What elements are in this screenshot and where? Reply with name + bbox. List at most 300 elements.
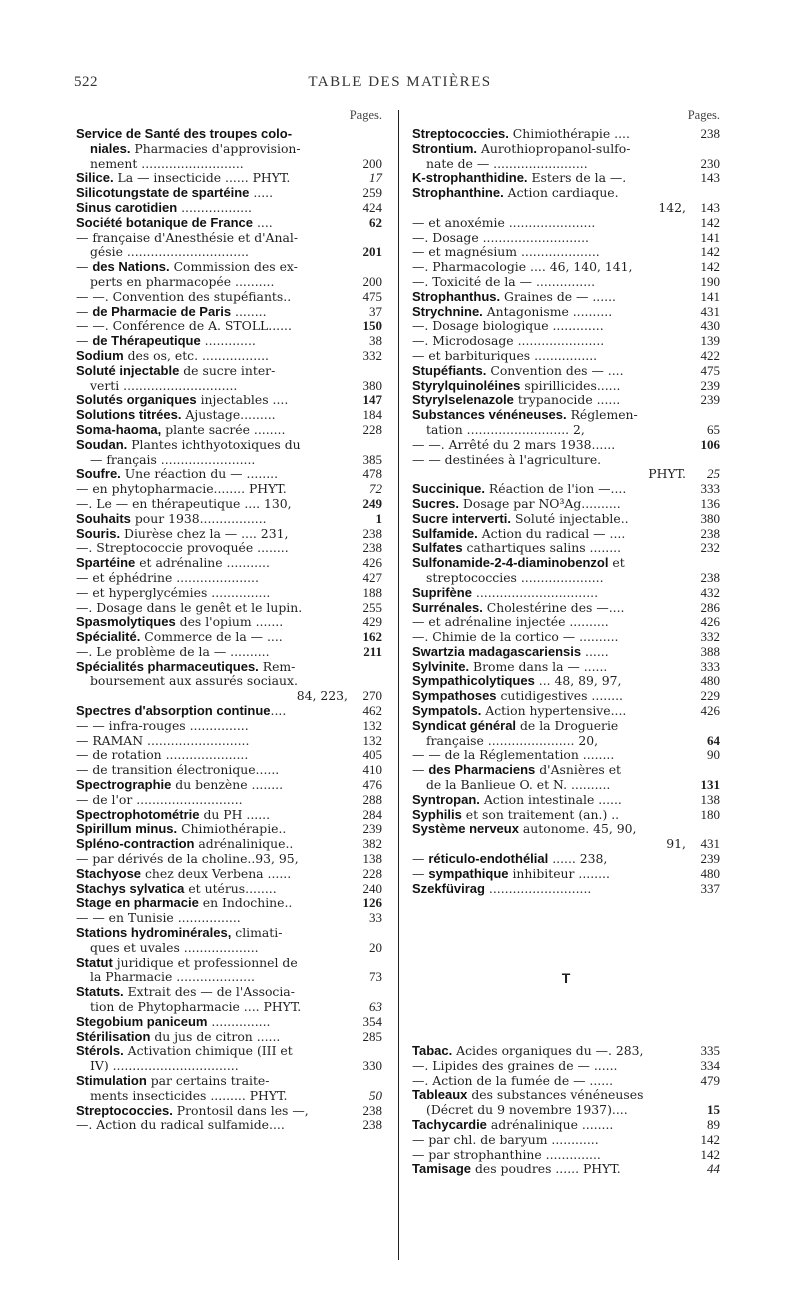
- entry-text: [412, 305, 686, 320]
- index-entry: [412, 467, 720, 482]
- entry-text: [412, 512, 686, 527]
- index-entry: [412, 512, 720, 527]
- entry-text: [76, 260, 348, 275]
- entry-desc: Soluté injectable..: [511, 511, 629, 526]
- index-entry: [76, 808, 382, 823]
- entry-term: réticulo-endothélial: [428, 852, 549, 867]
- index-entry: [412, 822, 720, 837]
- entry-desc: Aurothiopropanol-sulfo-: [477, 141, 631, 156]
- entry-desc: — française d'Anesthésie et d'Anal-: [76, 230, 299, 245]
- page-ref: 354: [362, 1013, 382, 1029]
- index-entry: [412, 290, 720, 305]
- page-ref: 478: [362, 466, 382, 482]
- entry-desc: Ajustage.........: [181, 408, 276, 423]
- entry-term: Stérols.: [76, 1044, 124, 1059]
- entry-text: [76, 689, 348, 704]
- entry-text: [76, 512, 348, 527]
- entry-term: Stations hydrominérales,: [76, 926, 232, 941]
- entry-text: [412, 527, 686, 542]
- page-ref: 73: [369, 969, 382, 985]
- index-entry: [76, 1030, 382, 1045]
- index-entry: [76, 527, 382, 542]
- index-entry: [412, 423, 720, 438]
- entry-term: Syntropan.: [412, 792, 480, 807]
- page-ref: 143: [700, 170, 720, 186]
- entry-text: [76, 748, 348, 763]
- entry-text: [412, 201, 686, 216]
- page-ref: 200: [362, 273, 382, 289]
- entry-text: [412, 763, 686, 778]
- entry-term: Spectrophotométrie: [76, 807, 200, 822]
- entry-text: [76, 793, 348, 808]
- entry-desc: — par dérivés de la choline..93, 95,: [76, 852, 299, 867]
- entry-text: [412, 808, 686, 823]
- entry-desc: —. Action du radical sulfamide....: [76, 1118, 285, 1133]
- entry-text: [76, 201, 348, 216]
- index-entry: [76, 822, 382, 837]
- entry-desc: d'Asnières et: [535, 763, 622, 778]
- entry-desc: —. Toxicité de la — ...............: [412, 274, 596, 289]
- page-ref: 240: [362, 880, 382, 896]
- entry-term: Sylvinite.: [412, 659, 470, 674]
- index-entry: [76, 201, 382, 216]
- entry-desc: IV) ................................: [90, 1059, 239, 1074]
- entry-text: [76, 630, 348, 645]
- entry-desc: — et barbituriques ................: [412, 348, 598, 363]
- entry-desc: Chimiothérapie ....: [508, 127, 630, 141]
- index-entry: [76, 571, 382, 586]
- entry-text: [412, 630, 686, 645]
- entry-text: [412, 260, 686, 275]
- index-entry: [76, 956, 382, 971]
- index-entry: [412, 349, 720, 364]
- page-number: 522: [74, 74, 98, 90]
- entry-desc: Action hypertensive....: [481, 704, 627, 719]
- entry-desc: Réaction de l'ion —....: [484, 482, 627, 497]
- page-ref: 63: [369, 999, 382, 1015]
- page-ref: 475: [700, 362, 720, 378]
- entry-desc: — — infra-rouges ...............: [76, 718, 249, 733]
- entry-term: Silice.: [76, 171, 114, 186]
- entry-text: [412, 571, 686, 586]
- entry-desc: et: [608, 556, 625, 571]
- entry-desc: — — en Tunisie ................: [76, 911, 241, 926]
- spacer: [412, 1000, 720, 1015]
- entry-desc: et utérus........: [184, 881, 277, 896]
- page-ref: 239: [362, 821, 382, 837]
- index-entry: [76, 393, 382, 408]
- page-ref: 188: [362, 584, 382, 600]
- index-column-left: [76, 104, 382, 1133]
- index-entry: [76, 778, 382, 793]
- entry-term: Statut: [76, 955, 113, 970]
- page-ref: 132: [362, 732, 382, 748]
- entry-text: [76, 1118, 348, 1133]
- index-entry: [76, 748, 382, 763]
- entry-desc: des l'opium .......: [175, 615, 284, 630]
- page-ref: 380: [362, 377, 382, 393]
- entry-text: [412, 1074, 686, 1089]
- entry-desc: par certains traite-: [146, 1074, 270, 1088]
- page-ref: 238: [700, 569, 720, 585]
- index-entry: [412, 171, 720, 186]
- index-entry: [76, 1089, 382, 1104]
- entry-term: Streptococcies.: [412, 127, 509, 141]
- page-ref: 288: [362, 791, 382, 807]
- page-ref: 90: [707, 747, 720, 763]
- index-entry: [76, 319, 382, 334]
- index-entry: [412, 319, 720, 334]
- entry-desc: Commerce de la — ....: [140, 630, 283, 645]
- entry-desc: du benzène ........: [171, 778, 284, 793]
- index-entry: [412, 408, 720, 423]
- index-entry: [76, 1015, 382, 1030]
- page-ref: 38: [369, 333, 382, 349]
- entry-term: Syndicat général: [412, 718, 517, 733]
- entry-term: Styrylquinoléines: [412, 378, 521, 393]
- entry-term: Strychnine.: [412, 304, 483, 319]
- entry-desc: ments insecticides ......... PHYT.: [90, 1088, 288, 1103]
- index-entry: [76, 926, 382, 941]
- entry-desc: tion de Phytopharmacie .... PHYT.: [90, 1000, 302, 1015]
- entry-desc: Rem-: [258, 659, 296, 674]
- entry-term: Stachyose: [76, 866, 142, 881]
- entry-desc: ......: [581, 644, 609, 659]
- entry-desc: — de l'or ...........................: [76, 792, 243, 807]
- entry-text: [76, 822, 348, 837]
- entry-text: [76, 926, 348, 941]
- entry-desc: — — de la Réglementation ........: [412, 748, 615, 763]
- entry-desc: Esters de la —.: [527, 171, 627, 186]
- index-entry: [412, 334, 720, 349]
- index-entry: [76, 127, 382, 142]
- entry-text: [76, 734, 348, 749]
- index-entry: [76, 467, 382, 482]
- entry-desc: Diurèse chez la — .... 231,: [120, 526, 289, 541]
- entry-desc: —. Pharmacologie .... 46, 140, 141,: [412, 260, 633, 275]
- entry-term: Syphilis: [412, 807, 462, 822]
- entry-desc: inhibiteur ........: [508, 866, 610, 881]
- entry-pages-prefix: PHYT.: [648, 467, 686, 482]
- index-entry: [76, 837, 382, 852]
- entry-text: [76, 438, 348, 453]
- entry-desc: Graines de — ......: [500, 289, 616, 304]
- page-ref: 426: [700, 614, 720, 630]
- index-entry: [412, 482, 720, 497]
- entry-text: [76, 1074, 348, 1089]
- page-ref: 211: [363, 643, 382, 659]
- entry-desc: ques et uvales ...................: [90, 940, 259, 955]
- entry-desc: —. Le — en thérapeutique .... 130,: [76, 496, 292, 511]
- page-ref: 426: [362, 555, 382, 571]
- index-entry: [412, 1103, 720, 1118]
- index-entry: [76, 541, 382, 556]
- entry-text: [76, 852, 348, 867]
- page-ref: 479: [700, 1072, 720, 1088]
- entry-term: Spécialités pharmaceutiques.: [76, 659, 259, 674]
- entry-text: [412, 334, 686, 349]
- entry-term: Sympathoses: [412, 689, 497, 704]
- entry-desc: boursement aux assurés sociaux.: [90, 674, 298, 689]
- entry-text: [76, 704, 348, 719]
- entry-text: [76, 808, 348, 823]
- index-entry: [76, 941, 382, 956]
- index-entry: [412, 660, 720, 675]
- index-entry: [76, 601, 382, 616]
- entry-term: Stachys sylvatica: [76, 881, 185, 896]
- entry-desc: verti .............................: [90, 378, 238, 393]
- entry-term: Strophanthus.: [412, 289, 501, 304]
- entry-term: Soma-haoma,: [76, 422, 162, 437]
- index-entry: [412, 1044, 720, 1059]
- entry-text: [412, 793, 686, 808]
- entry-pages-prefix: 91,: [666, 837, 686, 852]
- index-entry: [76, 142, 382, 157]
- entry-desc: Antagonisme ..........: [482, 304, 613, 319]
- entry-text: [412, 1088, 686, 1103]
- entry-text: [412, 497, 686, 512]
- entry-text: [412, 1133, 686, 1148]
- index-entry: [76, 260, 382, 275]
- entry-term: Stage en pharmacie: [76, 896, 199, 911]
- entry-desc: ....: [270, 704, 287, 719]
- page-ref: 190: [700, 273, 720, 289]
- index-entry: [76, 985, 382, 1000]
- entry-text: [76, 1089, 348, 1104]
- index-entry: [412, 453, 720, 468]
- entry-desc: gésie ...............................: [90, 245, 249, 260]
- entry-text: [76, 290, 348, 305]
- entry-desc: du PH ......: [199, 807, 271, 822]
- page-ref: 286: [700, 599, 720, 615]
- entry-term: Spectres d'absorption continue: [76, 704, 271, 719]
- index-entry: [412, 719, 720, 734]
- entry-text: [76, 719, 348, 734]
- entry-desc: (Décret du 9 novembre 1937)....: [426, 1103, 628, 1118]
- entry-text: [412, 822, 686, 837]
- entry-text: [76, 275, 348, 290]
- entry-text: [412, 615, 686, 630]
- entry-desc: Commission des ex-: [169, 260, 298, 275]
- page-ref: 480: [700, 865, 720, 881]
- entry-desc: Acides organiques du —. 283,: [452, 1044, 644, 1059]
- page-ref: 33: [369, 910, 382, 926]
- page-ref: 259: [362, 185, 382, 201]
- entry-text: [76, 660, 348, 675]
- entry-desc: — par strophanthine ..............: [412, 1147, 601, 1162]
- entry-text: [76, 245, 348, 260]
- page-ref: 380: [700, 510, 720, 526]
- entry-text: [76, 334, 348, 349]
- index-entry: [412, 231, 720, 246]
- entry-text: [412, 1148, 686, 1163]
- entry-desc: — et éphédrine .....................: [76, 570, 259, 585]
- entry-desc: —: [412, 866, 429, 881]
- entry-term: niales.: [90, 141, 131, 156]
- entry-text: [412, 142, 686, 157]
- entry-term: Sinus carotidien: [76, 200, 178, 215]
- entry-desc: pour 1938.................: [130, 511, 267, 526]
- entry-text: [412, 556, 686, 571]
- index-entry: [412, 689, 720, 704]
- page-ref: 405: [362, 747, 382, 763]
- entry-desc: Pharmacies d'approvision-: [130, 141, 301, 156]
- index-entry: [76, 408, 382, 423]
- entry-text: [76, 216, 348, 231]
- index-entry: [412, 763, 720, 778]
- entry-term: Sympathicolytiques: [412, 674, 535, 689]
- index-entry: [412, 1074, 720, 1089]
- page-ref: 410: [362, 762, 382, 778]
- entry-text: [412, 748, 686, 763]
- entry-text: [76, 778, 348, 793]
- entry-term: Sodium: [76, 348, 124, 363]
- entry-text: [76, 674, 348, 689]
- page-ref: 239: [700, 377, 720, 393]
- entry-desc: —. Dosage dans le genêt et le lupin.: [76, 600, 303, 615]
- entry-desc: Prontosil dans les —,: [172, 1103, 309, 1118]
- entry-desc: ........: [231, 304, 267, 319]
- entry-text: [76, 615, 348, 630]
- entry-term: Spectrographie: [76, 778, 172, 793]
- entry-desc: la Pharmacie ....................: [90, 970, 255, 985]
- spacer: [412, 941, 720, 956]
- index-entry: [76, 171, 382, 186]
- entry-text: [76, 379, 348, 394]
- entry-term: Stérilisation: [76, 1029, 151, 1044]
- entry-desc: —. Lipides des graines de — ......: [412, 1058, 618, 1073]
- entry-text: [412, 127, 686, 142]
- index-entry: [76, 305, 382, 320]
- entry-text: [76, 305, 348, 320]
- entry-term: de Pharmacie de Paris: [92, 304, 232, 319]
- entry-desc: Brome dans la — ......: [469, 659, 608, 674]
- entry-text: [412, 1118, 686, 1133]
- page-ref: 228: [362, 421, 382, 437]
- entry-desc: et adrénaline ...........: [135, 556, 270, 571]
- index-column-right: [412, 104, 720, 1177]
- index-entry: [76, 482, 382, 497]
- entry-desc: — — destinées à l'agriculture.: [412, 452, 602, 467]
- index-entry: [412, 867, 720, 882]
- entry-desc: —: [412, 763, 429, 778]
- index-entry: [76, 704, 382, 719]
- entry-term: Tableaux: [412, 1088, 468, 1103]
- entry-text: [412, 704, 686, 719]
- index-entry: [412, 704, 720, 719]
- page-ref: 422: [700, 347, 720, 363]
- entry-text: [412, 1044, 686, 1059]
- page-ref: 141: [700, 288, 720, 304]
- index-entry: [76, 438, 382, 453]
- entry-desc: streptococcies .....................: [426, 570, 604, 585]
- entry-term: Solutions titrées.: [76, 408, 182, 423]
- entry-desc: ...............................: [471, 585, 599, 600]
- entry-desc: — de rotation .....................: [76, 748, 249, 763]
- entry-term: Souris.: [76, 526, 121, 541]
- entry-term: Styrylselenazole: [412, 393, 514, 408]
- spacer: [412, 1014, 720, 1029]
- entry-text: [412, 379, 686, 394]
- page-ref: 238: [700, 126, 720, 141]
- index-entry: [76, 290, 382, 305]
- page-ref: 150: [362, 318, 382, 334]
- index-entry: [76, 334, 382, 349]
- entry-text: [412, 467, 686, 482]
- entry-term: Spécialité.: [76, 630, 141, 645]
- index-entry: [76, 586, 382, 601]
- page-ref: 333: [700, 658, 720, 674]
- index-entry: [76, 497, 382, 512]
- page-ref: 37: [369, 303, 382, 319]
- entry-text: [76, 142, 348, 157]
- section-letter: T: [561, 969, 571, 986]
- entry-text: [76, 601, 348, 616]
- entry-desc: et son traitement (an.) ..: [461, 807, 620, 822]
- index-entry: [412, 630, 720, 645]
- entry-desc: ...............: [207, 1014, 271, 1029]
- page-ref: 44: [707, 1161, 720, 1177]
- entry-text: [76, 1030, 348, 1045]
- entry-text: [76, 1015, 348, 1030]
- entry-desc: climati-: [231, 926, 283, 941]
- page-ref: 64: [707, 732, 720, 748]
- entry-term: des Pharmaciens: [428, 763, 536, 778]
- entry-text: [412, 1162, 686, 1177]
- index-entry: [76, 734, 382, 749]
- entry-desc: tation .......................... 2,: [426, 422, 585, 437]
- index-entry: [412, 1118, 720, 1133]
- entry-desc: —. Dosage biologique .............: [412, 319, 604, 334]
- entry-desc: — et hyperglycémies ...............: [76, 585, 271, 600]
- entry-desc: Action du radical — ....: [477, 526, 626, 541]
- entry-desc: —. Microdosage ......................: [412, 334, 605, 349]
- entry-desc: Action intestinale ......: [479, 792, 622, 807]
- spacer: [412, 896, 720, 911]
- entry-desc: spirillicides......: [520, 378, 621, 393]
- page-ref: 126: [362, 895, 382, 911]
- index-entry: [412, 186, 720, 201]
- entry-term: Strophanthine.: [412, 186, 504, 201]
- entry-desc: — français ........................: [90, 452, 256, 467]
- index-entry: [412, 778, 720, 793]
- entry-desc: en Indochine..: [198, 896, 293, 911]
- entry-text: [76, 956, 348, 971]
- entry-text: [412, 689, 686, 704]
- page-ref: 424: [362, 199, 382, 215]
- entry-text: [412, 231, 686, 246]
- entry-text: [76, 408, 348, 423]
- entry-text: [76, 364, 348, 379]
- entry-text: [412, 423, 686, 438]
- spacer: [412, 1029, 720, 1044]
- entry-text: [76, 231, 348, 246]
- index-entry: [76, 364, 382, 379]
- index-entry: [412, 586, 720, 601]
- entry-desc: perts en pharmacopée ..........: [90, 274, 275, 289]
- entry-desc: des substances vénéneuses: [467, 1088, 644, 1103]
- index-entry: [412, 1059, 720, 1074]
- entry-desc: —: [76, 260, 93, 275]
- page-ref: 143: [700, 199, 720, 215]
- index-entry: [76, 379, 382, 394]
- entry-term: Streptococcies.: [76, 1103, 173, 1118]
- entry-text: [412, 290, 686, 305]
- entry-text: [412, 157, 686, 172]
- page-ref: 25: [707, 466, 720, 482]
- entry-desc: Une réaction du — ........: [120, 467, 279, 482]
- entry-desc: —. Le problème de la — ..........: [76, 644, 270, 659]
